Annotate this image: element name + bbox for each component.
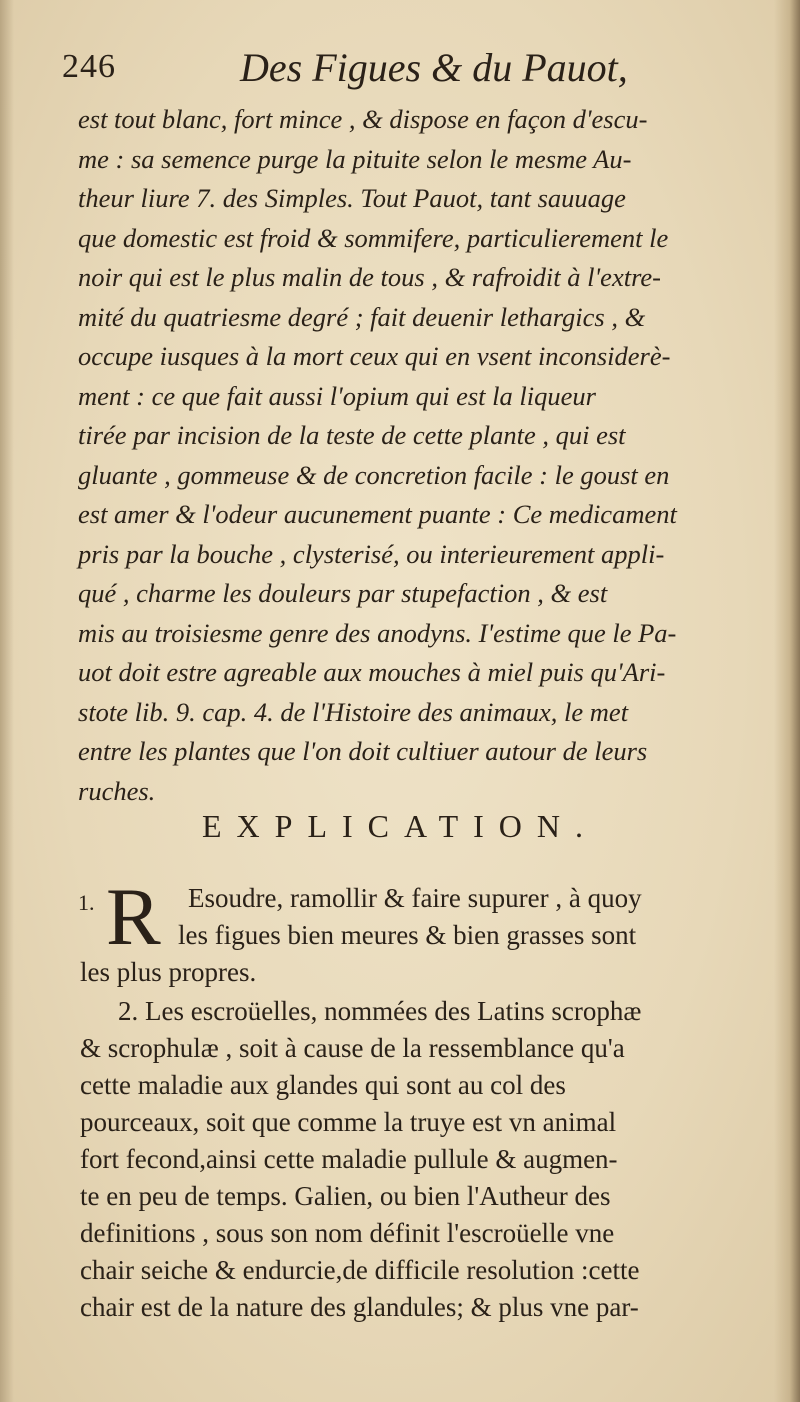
- text-line: & scrophulæ , soit à cause de la ressemblance qu'a: [80, 1033, 625, 1063]
- text-line: occupe iusques à la mort ceux qui en vsent inconsiderè-: [78, 341, 671, 371]
- text-line: mis au troisiesme genre des anodyns. I'estime que le Pa-: [78, 617, 677, 648]
- text-line: tirée par incision de la teste de cette plante , qui est: [78, 420, 626, 450]
- running-title: Des Figues & du Pauot,: [240, 45, 628, 90]
- text-line: est tout blanc, fort mince , & dispose en façon d'escu-: [78, 104, 648, 134]
- text-line: entre les plantes que l'on doit cultiuer autour de leurs: [78, 736, 648, 766]
- text-line: cette maladie aux glandes qui sont au col des: [80, 1070, 566, 1100]
- italic-text-block: [78, 100, 768, 811]
- text-line: fort fecond,ainsi cette maladie pullule & augmen-: [80, 1144, 618, 1174]
- text-line: qué , charme les douleurs par stupefaction , & est: [78, 578, 608, 608]
- text-line: noir qui est le plus malin de tous , & rafroidit à l'extre-: [78, 262, 661, 292]
- text-line: theur liure 7. des Simples. Tout Pauot, tant sauuage: [78, 183, 626, 213]
- section-heading: EXPLICATION.: [202, 808, 598, 844]
- text-line: ment : ce que fait aussi l'opium qui est la liqueur: [78, 380, 596, 411]
- text-line: Esoudre, ramollir & faire supurer , à quoy: [188, 883, 642, 913]
- text-line: que domestic est froid & sommifere, particulierement le: [78, 222, 669, 253]
- text-line: definitions , sous son nom définit l'escroüelle vne: [80, 1218, 615, 1248]
- page-header: [62, 42, 762, 92]
- drop-cap: R: [106, 871, 161, 962]
- entry-number: 1.: [78, 890, 95, 915]
- explication-entries: [78, 871, 770, 1326]
- text-line: me : sa semence purge la pituite selon le mesme Au-: [78, 143, 632, 174]
- text-line: uot doit estre agreable aux mouches à miel puis qu'Ari-: [78, 657, 666, 687]
- text-line: pourceaux, soit que comme la truye est vn animal: [80, 1107, 617, 1137]
- text-line: chair est de la nature des glandules; & plus vne par-: [80, 1292, 639, 1322]
- text-line: pris par la bouche , clysterisé, ou interieurement appli-: [78, 538, 665, 569]
- entry-1: [78, 871, 770, 991]
- text-line: les figues bien meures & bien grasses sont: [178, 920, 637, 950]
- text-line: te en peu de temps. Galien, ou bien l'Autheur des: [80, 1181, 611, 1211]
- text-line: 2. Les escroüelles, nommées des Latins scrophæ: [118, 996, 642, 1026]
- page-left-shadow: [0, 0, 14, 1402]
- page-number: 246: [62, 48, 116, 85]
- text-line: chair seiche & endurcie,de difficile resolution :cette: [80, 1255, 640, 1285]
- text-line: gluante , gommeuse & de concretion facile : le goust en: [78, 459, 670, 490]
- text-line: est amer & l'odeur aucunement puante : Ce medicament: [78, 499, 677, 529]
- text-line: mité du quatriesme degré ; fait deuenir lethargics , &: [78, 301, 646, 332]
- text-line: les plus propres.: [80, 957, 257, 987]
- entry-2: [80, 993, 770, 1326]
- page-binding-shadow: [774, 0, 800, 1402]
- text-line: ruches.: [78, 775, 156, 806]
- text-line: stote lib. 9. cap. 4. de l'Histoire des animaux, le met: [78, 696, 629, 727]
